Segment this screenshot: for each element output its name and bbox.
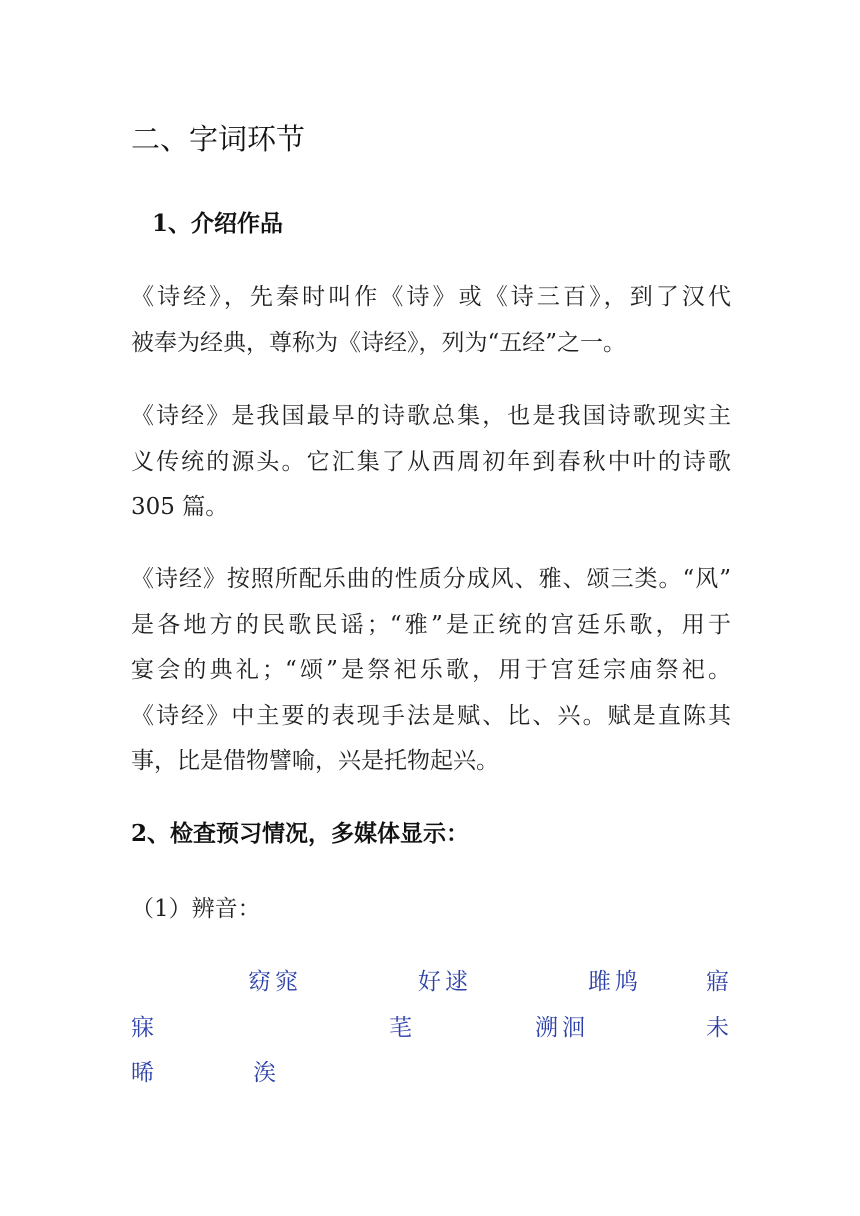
pinyin-word: 寤 — [706, 969, 733, 995]
paragraph-line: 事，比是借物譬喻，兴是托物起兴。 — [131, 748, 499, 774]
paragraph-line: 被奉为经典，尊称为《诗经》，列为“五经”之一。 — [131, 329, 627, 356]
pinyin-word: 雎鸠 — [588, 969, 642, 995]
pinyin-word: 好逑 — [418, 969, 472, 995]
section-title: 二、字词环节 — [131, 122, 306, 156]
pinyin-word: 涘 — [253, 1060, 280, 1086]
paragraph-line: 《诗经》是我国最早的诗歌总集，也是我国诗歌现实主 — [131, 403, 731, 429]
pinyin-word: 未 — [706, 1015, 733, 1041]
paragraph-line: 《诗经》，先秦时叫作《诗》或《诗三百》，到了汉代 — [131, 284, 731, 310]
paragraph-line: 是各地方的民歌民谣；“雅”是正统的宫廷乐歌，用于 — [131, 611, 731, 638]
paragraph-line: 义传统的源头。它汇集了从西周初年到春秋中叶的诗歌 — [131, 448, 731, 475]
pronunciation-label: （1）辨音： — [131, 896, 261, 922]
preview-heading: 2、检查预习情况，多媒体显示： — [131, 820, 470, 847]
intro-paragraph-3 — [131, 557, 731, 785]
intro-paragraph-1 — [131, 275, 731, 366]
pinyin-word: 寐 — [131, 1015, 158, 1041]
intro-paragraph-2 — [131, 394, 731, 531]
pinyin-word: 窈窕 — [248, 969, 302, 995]
pinyin-word: 晞 — [131, 1060, 158, 1086]
paragraph-line: 《诗经》中主要的表现手法是赋、比、兴。赋是直陈其 — [131, 702, 731, 729]
pinyin-word: 溯洄 — [535, 1015, 589, 1041]
paragraph-line: 305 篇。 — [131, 494, 229, 520]
pinyin-word: 芼 — [389, 1015, 416, 1041]
paragraph-line: 《诗经》按照所配乐曲的性质分成风、雅、颂三类。“风” — [131, 566, 731, 592]
paragraph-line: 宴会的典礼；“颂”是祭祀乐歌，用于宫廷宗庙祭祀。 — [131, 657, 731, 683]
intro-heading: 1、介绍作品 — [152, 210, 284, 237]
